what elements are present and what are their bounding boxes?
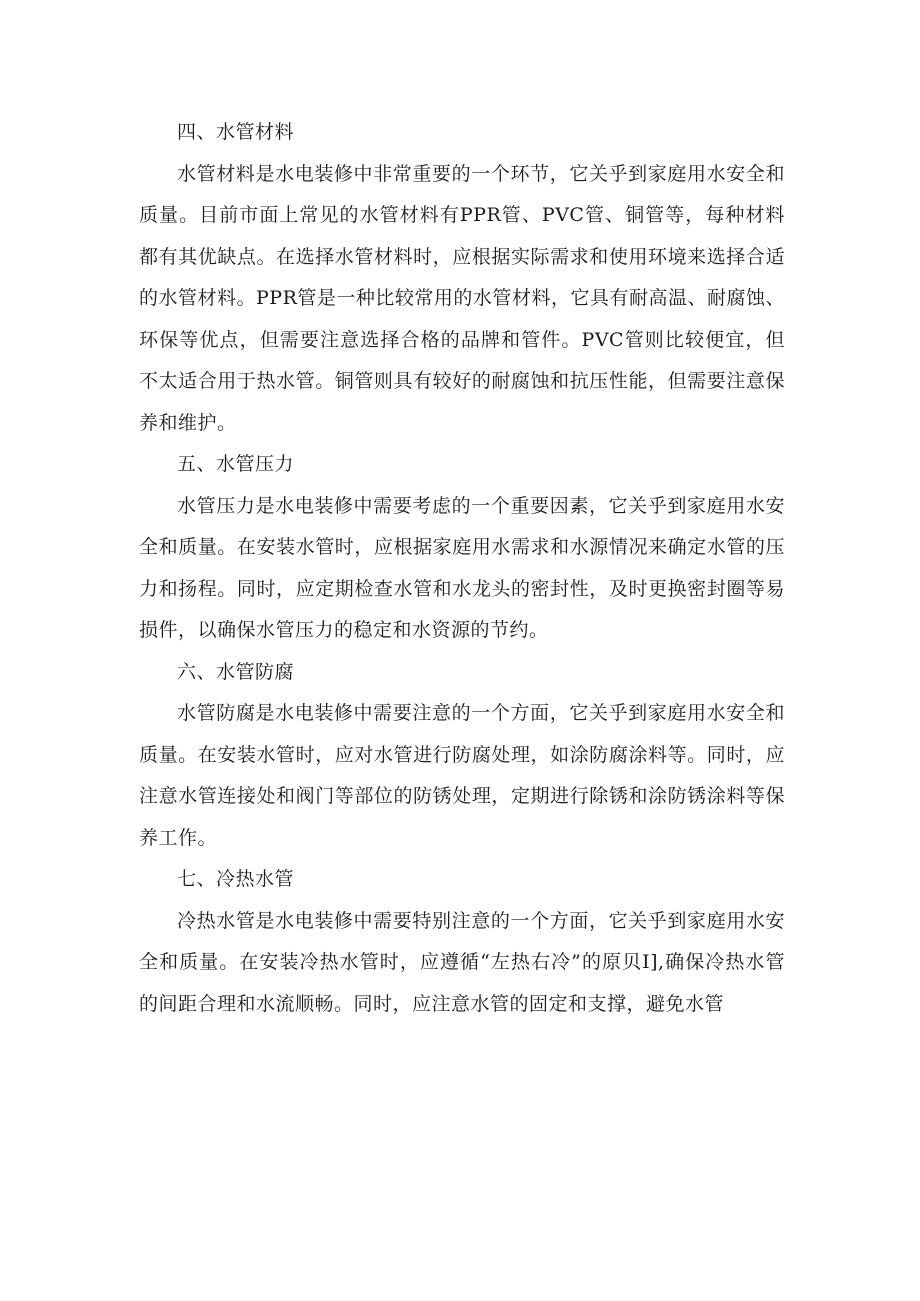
section-body-pipe-anticorrosion: 水管防腐是水电装修中需要注意的一个方面，它关乎到家庭用水安全和质量。在安装水管时，应对水管进行防腐处理，如涂防腐涂料等。同时，应注意水管连接处和阀门等部位的防锈处理，定期进行除锈和涂防锈涂料等保养工作。 <box>139 702 785 849</box>
section-heading-hot-cold-pipes: 七、冷热水管 <box>177 868 295 890</box>
section-body-hot-cold-pipes: 冷热水管是水电装修中需要特别注意的一个方面，它关乎到家庭用水安全和质量。在安装冷热水管时，应遵循“左热右冷”的原贝I],确保冷热水管的间距合理和水流顺畅。同时，应注意水管的固定和支撑，避免水管 <box>139 909 785 1015</box>
section-body-pipe-pressure: 水管压力是水电装修中需要考虑的一个重要因素，它关乎到家庭用水安全和质量。在安装水管时，应根据家庭用水需求和水源情况来确定水管的压力和扬程。同时，应定期检查水管和水龙头的密封性，及时更换密封圈等易损件，以确保水管压力的稳定和水资源的节约。 <box>139 494 785 641</box>
document-body <box>139 112 785 1025</box>
section-body-pipe-materials: 水管材料是水电装修中非常重要的一个环节，它关乎到家庭用水安全和质量。目前市面上常见的水管材料有PPR管、PVC管、铜管等，每种材料都有其优缺点。在选择水管材料时，应根据实际需求和使用环境来选择合适的水管材料。PPR管是一种比较常用的水管材料，它具有耐高温、耐腐蚀、环保等优点，但需要注意选择合格的品牌和管件。PVC管则比较便宜，但不太适合用于热水管。铜管则具有较好的耐腐蚀和抗压性能，但需要注意保养和维护。 <box>139 162 785 434</box>
section-heading-pipe-anticorrosion: 六、水管防腐 <box>177 660 295 683</box>
section-heading-pipe-pressure: 五、水管压力 <box>177 453 295 475</box>
section-heading-pipe-materials: 四、水管材料 <box>177 121 295 143</box>
